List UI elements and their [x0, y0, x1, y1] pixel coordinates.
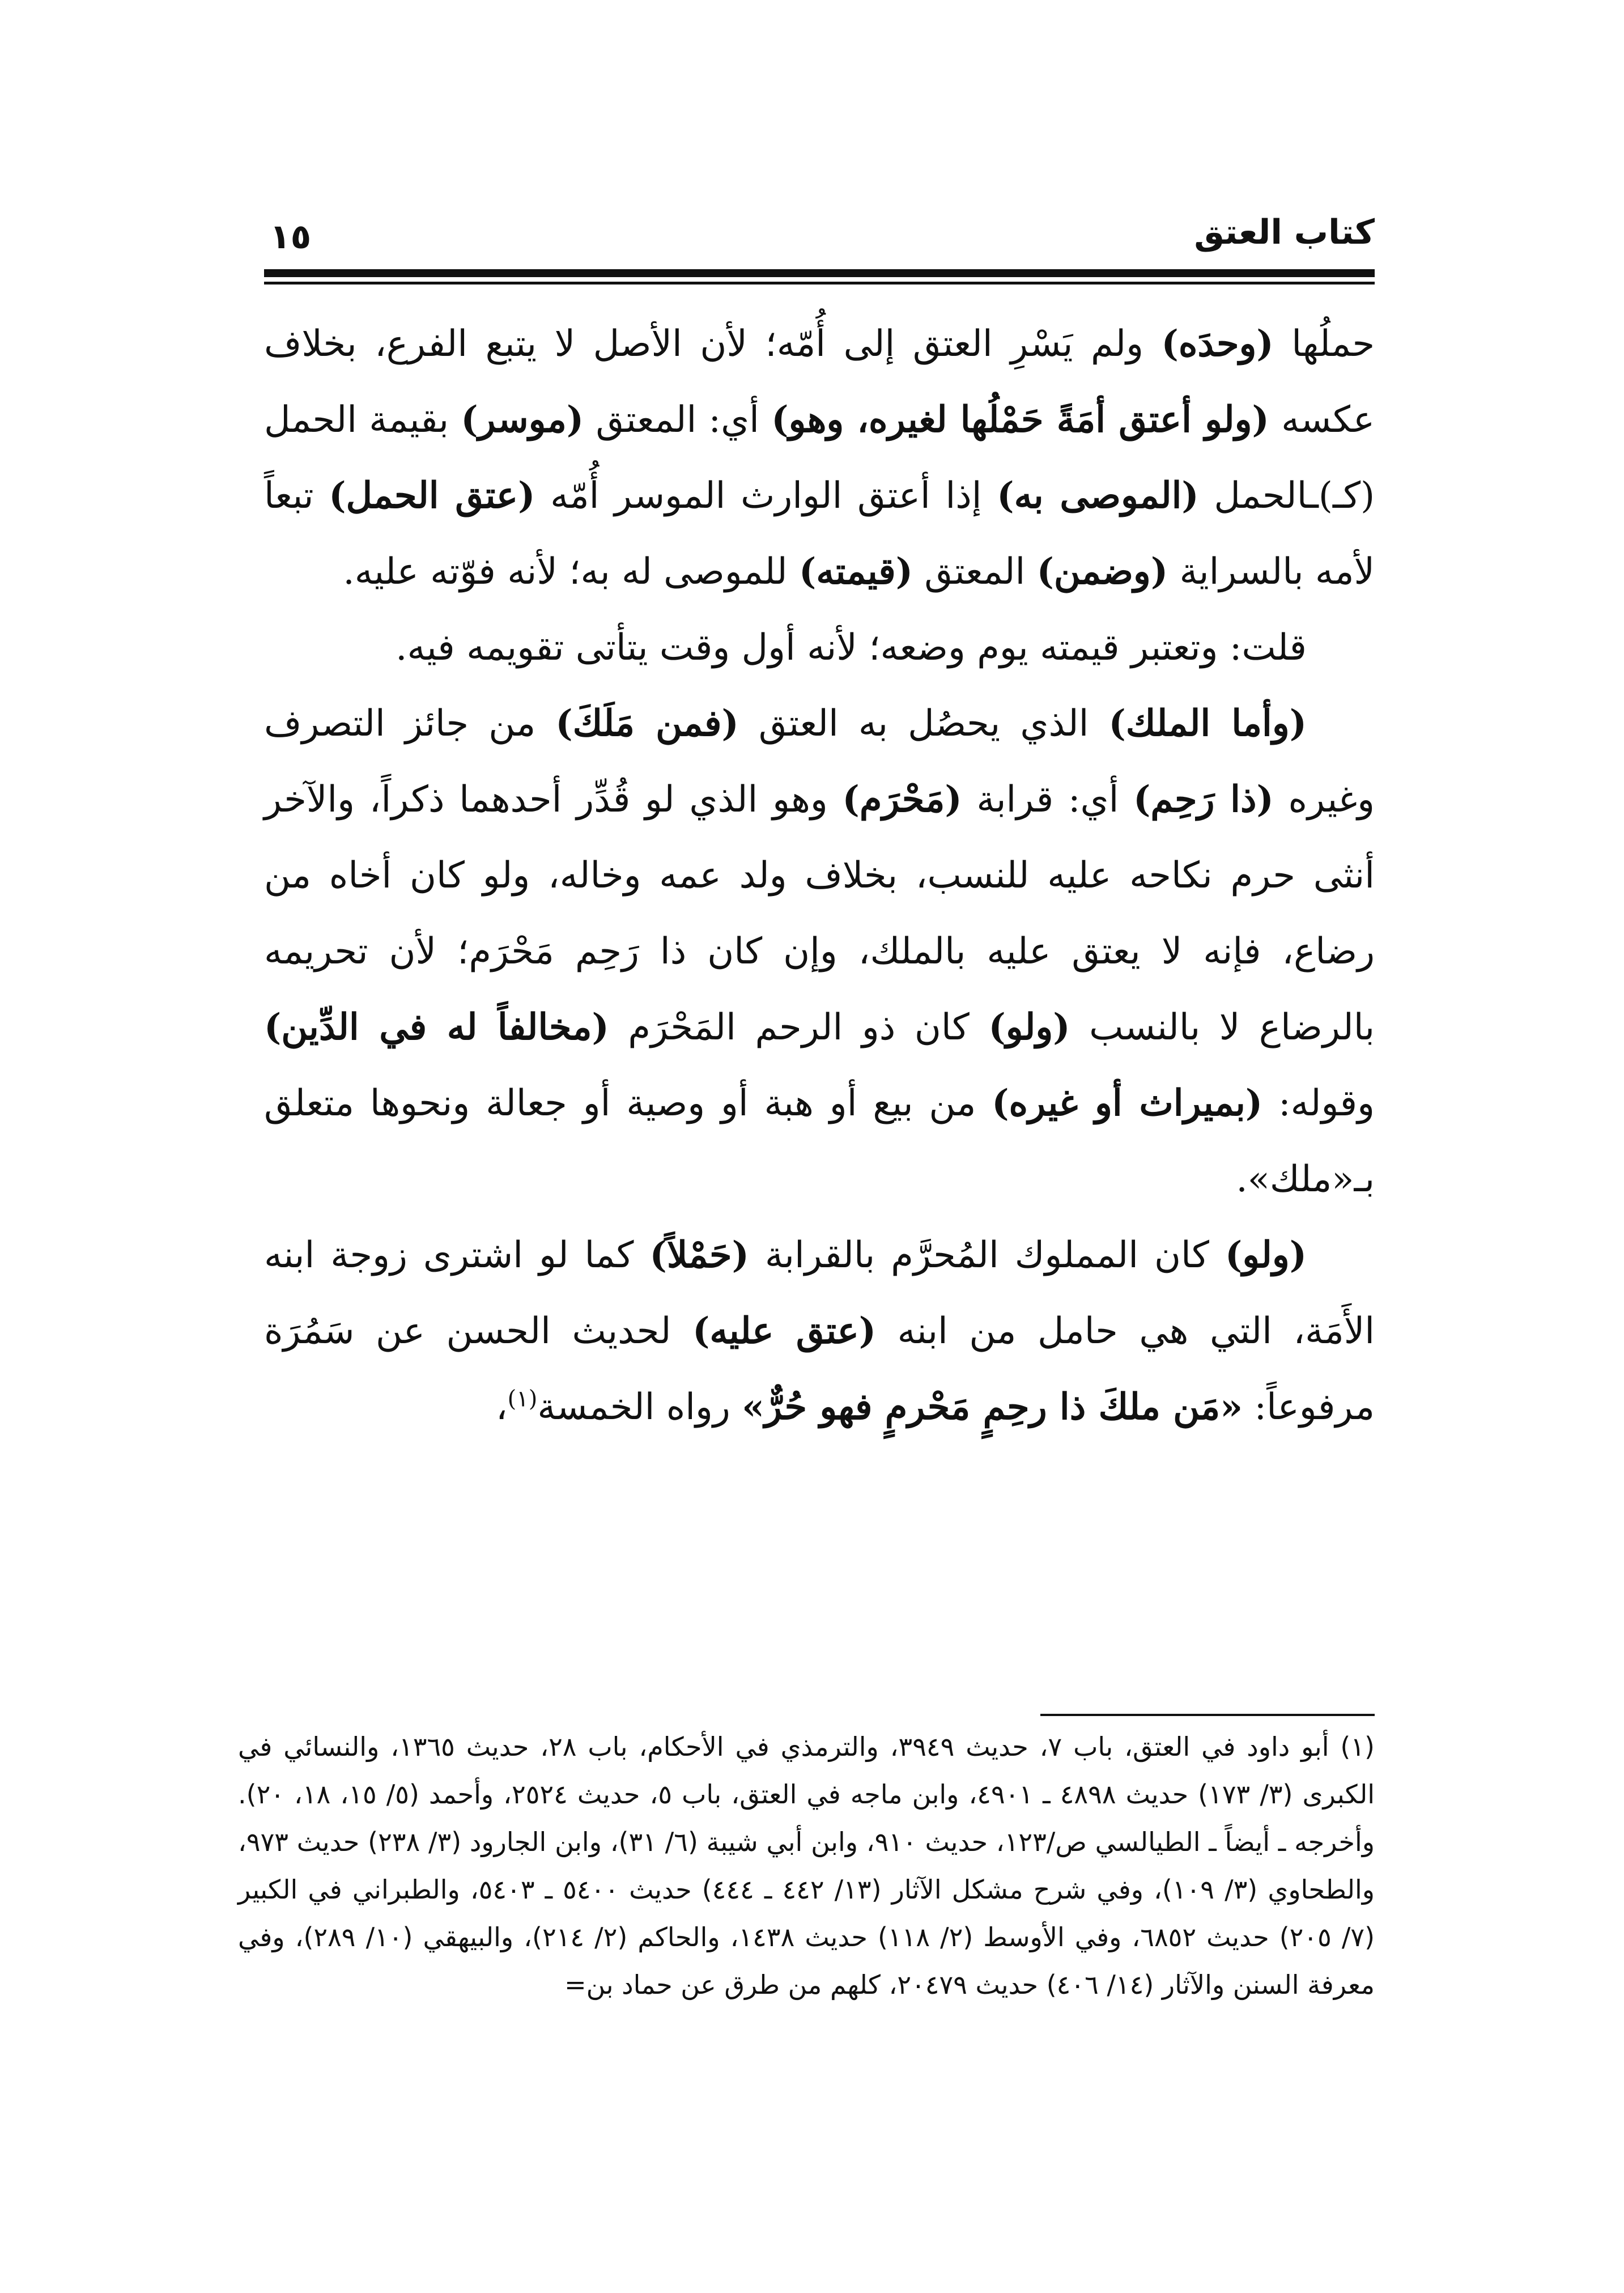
footnote-separator	[1040, 1714, 1375, 1716]
commentary-text: أي: قرابة	[962, 779, 1134, 821]
paragraph	[264, 306, 1375, 610]
matn-text: (فمن مَلَكَ)	[555, 702, 739, 745]
commentary-text: حملُها	[1273, 323, 1375, 365]
footnotes	[238, 1723, 1375, 2009]
main-text	[264, 306, 1375, 1445]
commentary-text: بقيمة الحمل (كـ)ـالحمل	[264, 399, 1375, 517]
commentary-text: وقوله:	[1262, 1082, 1375, 1124]
matn-text: (موسر)	[461, 398, 584, 441]
commentary-text: كان ذو الرحم المَحْرَم	[609, 1007, 989, 1048]
commentary-text: تبعاً لأمه بالسراية	[264, 475, 1375, 593]
commentary-text: أي: المعتق	[584, 399, 772, 441]
matn-text: (وضمن)	[1036, 550, 1168, 593]
footnote-item: (١) أبو داود في العتق، باب ٧، حديث ٣٩٤٩، والترمذي في الأحكام، باب ٢٨، حديث ١٣٦٥، والنسائي في الكبرى (٣/ ١٧٣) حديث ٤٨٩٨ ـ ٤٩٠١، وابن ماجه في العتق، باب ٥، حديث ٢٥٢٤، وأحمد (٥/ ١٥، ١٨، ٢٠). وأخرجه ـ أيضاً ـ الطيالسي ص/١٢٣، حديث ٩١٠، وابن أبي شيبة (٦/ ٣١)، وابن الجارود (٣/ ٢٣٨) حديث ٩٧٣، والطحاوي (٣/ ١٠٩)، وفي شرح مشكل الآثار (١٣/ ٤٤٢ ـ ٤٤٤) حديث ٥٤٠٠ ـ ٥٤٠٣، والطبراني في الكبير (٧/ ٢٠٥) حديث ٦٨٥٢، وفي الأوسط (٢/ ١١٨) حديث ١٤٣٨، والحاكم (٢/ ٢١٤)، والبيهقي (١٠/ ٢٨٩)، وفي معرفة السنن والآثار (١٤/ ٤٠٦) حديث ٢٠٤٧٩، كلهم من طرق عن حماد بن=	[238, 1731, 1375, 2000]
commentary-text: رواه الخمسة	[537, 1386, 742, 1428]
header-rule-thick	[264, 269, 1375, 277]
matn-text: (ذا رَحِم)	[1133, 778, 1274, 821]
commentary-text: قلت: وتعتبر قيمته يوم وضعه؛ لأنه أول وقت يتأتى تقويمه فيه.	[396, 627, 1307, 669]
chapter-title: كتاب العتق	[1194, 213, 1375, 252]
matn-text: (حَمْلاً)	[649, 1234, 749, 1276]
matn-text: (الموصى به)	[997, 474, 1199, 517]
commentary-text: للموصى له به؛ لأنه فوّته عليه.	[343, 551, 799, 593]
matn-text: (مَحْرَم)	[842, 778, 962, 821]
commentary-text: كما لو اشترى زوجة ابنه الأَمَة، التي هي حامل من ابنه	[264, 1234, 1375, 1352]
commentary-text: لحديث الحسن عن سَمُرَة مرفوعاً:	[264, 1310, 1375, 1428]
commentary-text: ،	[495, 1386, 508, 1428]
paragraph	[264, 1217, 1375, 1445]
paragraph	[264, 686, 1375, 1217]
matn-text: (ولو أعتق أمَةً حَمْلُها لغيره، وهو)	[771, 398, 1269, 441]
matn-text: (ولو)	[988, 1006, 1070, 1048]
page-number: ١٥	[270, 217, 312, 257]
matn-text: (ولو)	[1225, 1234, 1307, 1276]
commentary-text: المعتق	[913, 551, 1037, 593]
commentary-text: إذا أعتق الوارث الموسر أُمّه	[535, 475, 997, 517]
header-rule-thin	[264, 282, 1375, 284]
matn-text: (مخالفاً له في الدِّين)	[264, 1006, 609, 1048]
commentary-text: الذي يحصُل به العتق	[738, 703, 1109, 745]
matn-text: (قيمته)	[798, 550, 913, 593]
commentary-text: كان المملوك المُحرَّم بالقرابة	[749, 1234, 1225, 1276]
commentary-text: وهو الذي لو قُدِّر أحدهما ذكراً، والآخر أنثى حرم نكاحه عليه للنسب، بخلاف ولد عمه وخاله، ولو كان أخاه من رضاع، فإنه لا يعتق عليه بالملك، وإن كان ذا رَحِم مَحْرَم؛ لأن تحريمه بالرضاع لا بالنسب	[264, 779, 1375, 1048]
matn-text: (عتق عليه)	[692, 1310, 877, 1352]
matn-text: (وحدَه)	[1161, 322, 1274, 365]
running-header	[264, 207, 1375, 264]
matn-text: (عتق الحمل)	[329, 474, 535, 517]
commentary-text: ولم يَسْرِ العتق إلى أُمّه؛ لأن الأصل لا يتبع الفرع، بخلاف عكسه	[264, 323, 1375, 441]
footnote-reference: (١)	[507, 1386, 538, 1412]
matn-text: (بميراث أو غيره)	[992, 1082, 1263, 1124]
commentary-text: من جائز التصرف وغيره	[264, 703, 1375, 821]
commentary-text: من بيع أو هبة أو وصية أو جعالة ونحوها متعلق بـ«ملك».	[264, 1082, 1375, 1200]
matn-text: «مَن ملكَ ذا رحِمٍ مَحْرمٍ فهو حُرٌّ»	[742, 1386, 1243, 1428]
paragraph	[264, 610, 1375, 686]
matn-text: (وأما الملك)	[1108, 702, 1307, 745]
